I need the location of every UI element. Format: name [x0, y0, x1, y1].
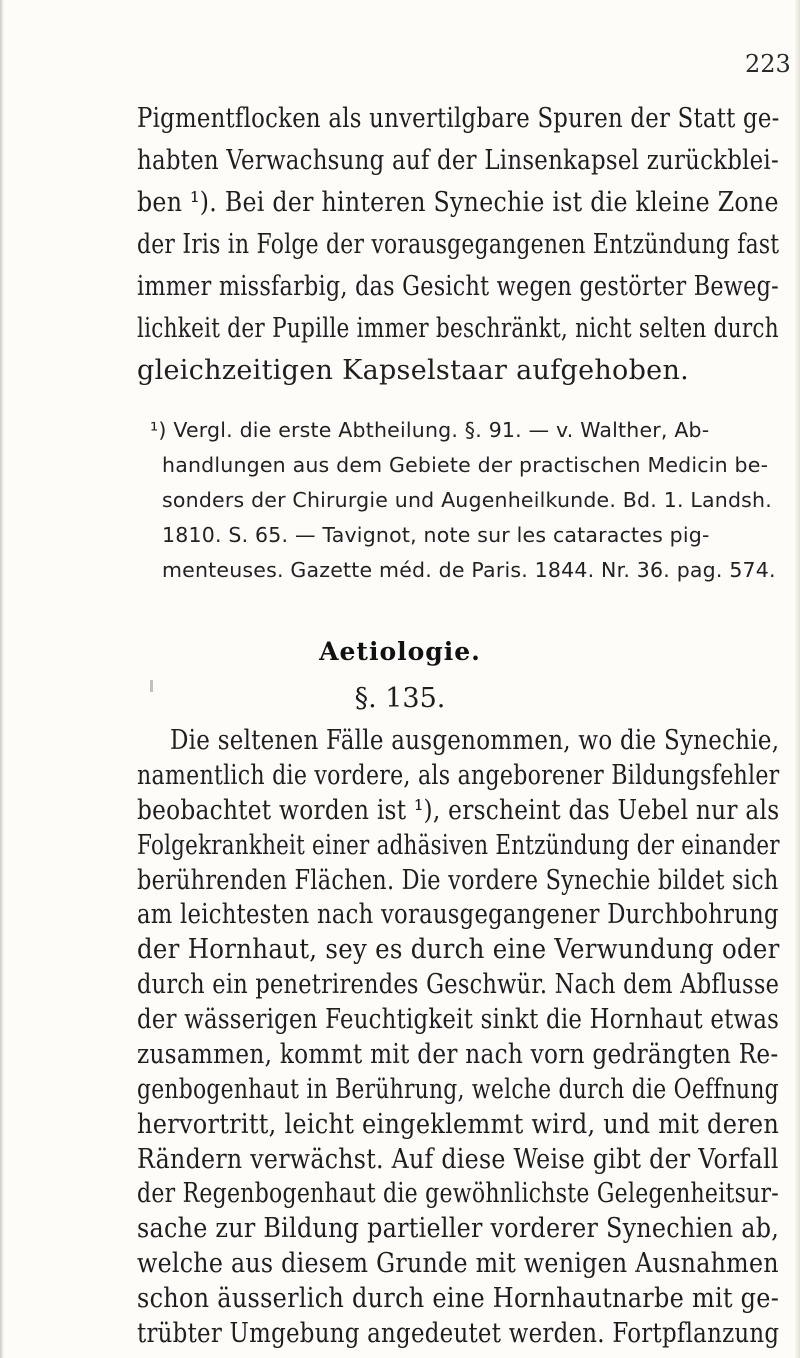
- text-line: beobachtet worden ist ¹), erscheint das Uebel nur als: [137, 795, 780, 826]
- page-left-edge: [0, 0, 4, 1358]
- text-line: hervortritt, leicht eingeklemmt wird, und mit deren: [137, 1109, 780, 1140]
- footnote-line: sonders der Chirurgie und Augenheilkunde. Bd. 1. Landsh.: [162, 488, 772, 512]
- footnote-line: ¹) Vergl. die erste Abtheilung. §. 91. — v. Walther, Ab-: [150, 418, 710, 442]
- page-number: 223: [745, 50, 791, 78]
- section-number: §. 135.: [354, 683, 446, 714]
- text-line: Pigmentflocken als unvertilgbare Spuren der Statt ge-: [137, 103, 780, 134]
- text-line: immer missfarbig, das Gesicht wegen gestörter Beweg-: [137, 271, 779, 302]
- text-line: habten Verwachsung auf der Linsenkapsel zurückblei-: [137, 145, 779, 176]
- text-line: Die seltenen Fälle ausgenommen, wo die Synechie,: [170, 725, 780, 756]
- text-line: sache zur Bildung partieller vorderer Synechien ab,: [137, 1213, 780, 1244]
- text-line: durch ein penetrirendes Geschwür. Nach dem Abflusse: [137, 969, 780, 1000]
- text-line: der Regenbogenhaut die gewöhnlichste Gelegenheitsur-: [137, 1178, 779, 1209]
- footnote-line: handlungen aus dem Gebiete der practischen Medicin be-: [162, 453, 769, 477]
- text-line: ben ¹). Bei der hinteren Synechie ist die kleine Zone: [137, 187, 779, 218]
- text-line: Rändern verwächst. Auf diese Weise gibt der Vorfall: [137, 1144, 779, 1175]
- footnote-line: 1810. S. 65. — Tavignot, note sur les cataractes pig-: [162, 523, 710, 547]
- page-right-edge: [794, 0, 800, 1358]
- text-line: gleichzeitigen Kapselstaar aufgehoben.: [137, 355, 690, 386]
- footnote-line: menteuses. Gazette méd. de Paris. 1844. Nr. 36. pag. 574.: [162, 558, 776, 582]
- text-line: berührenden Flächen. Die vordere Synechie bildet sich: [137, 865, 779, 896]
- text-line: genbogenhaut in Berührung, welche durch die Oeffnung: [137, 1074, 779, 1105]
- text-line: zusammen, kommt mit der nach vorn gedrängten Re-: [137, 1039, 779, 1070]
- section-heading: Aetiologie.: [319, 637, 481, 666]
- text-line: der wässerigen Feuchtigkeit sinkt die Hornhaut etwas: [137, 1004, 780, 1035]
- text-line: der Iris in Folge der vorausgegangenen Entzündung fast: [137, 229, 780, 260]
- text-line: Folgekrankheit einer adhäsiven Entzündung der einander: [137, 830, 780, 861]
- text-line: schon äusserlich durch eine Hornhautnarbe mit ge-: [137, 1283, 780, 1314]
- text-line: trübter Umgebung angedeutet werden. Fortpflanzung: [137, 1318, 780, 1349]
- text-line: am leichtesten nach vorausgegangener Durchbohrung: [137, 899, 779, 930]
- text-line: der Hornhaut, sey es durch eine Verwundung oder: [137, 934, 780, 965]
- text-line: welche aus diesem Grunde mit wenigen Ausnahmen: [137, 1248, 779, 1279]
- text-line: namentlich die vordere, als angeborener Bildungsfehler: [137, 760, 780, 791]
- text-line: lichkeit der Pupille immer beschränkt, nicht selten durch: [137, 313, 779, 344]
